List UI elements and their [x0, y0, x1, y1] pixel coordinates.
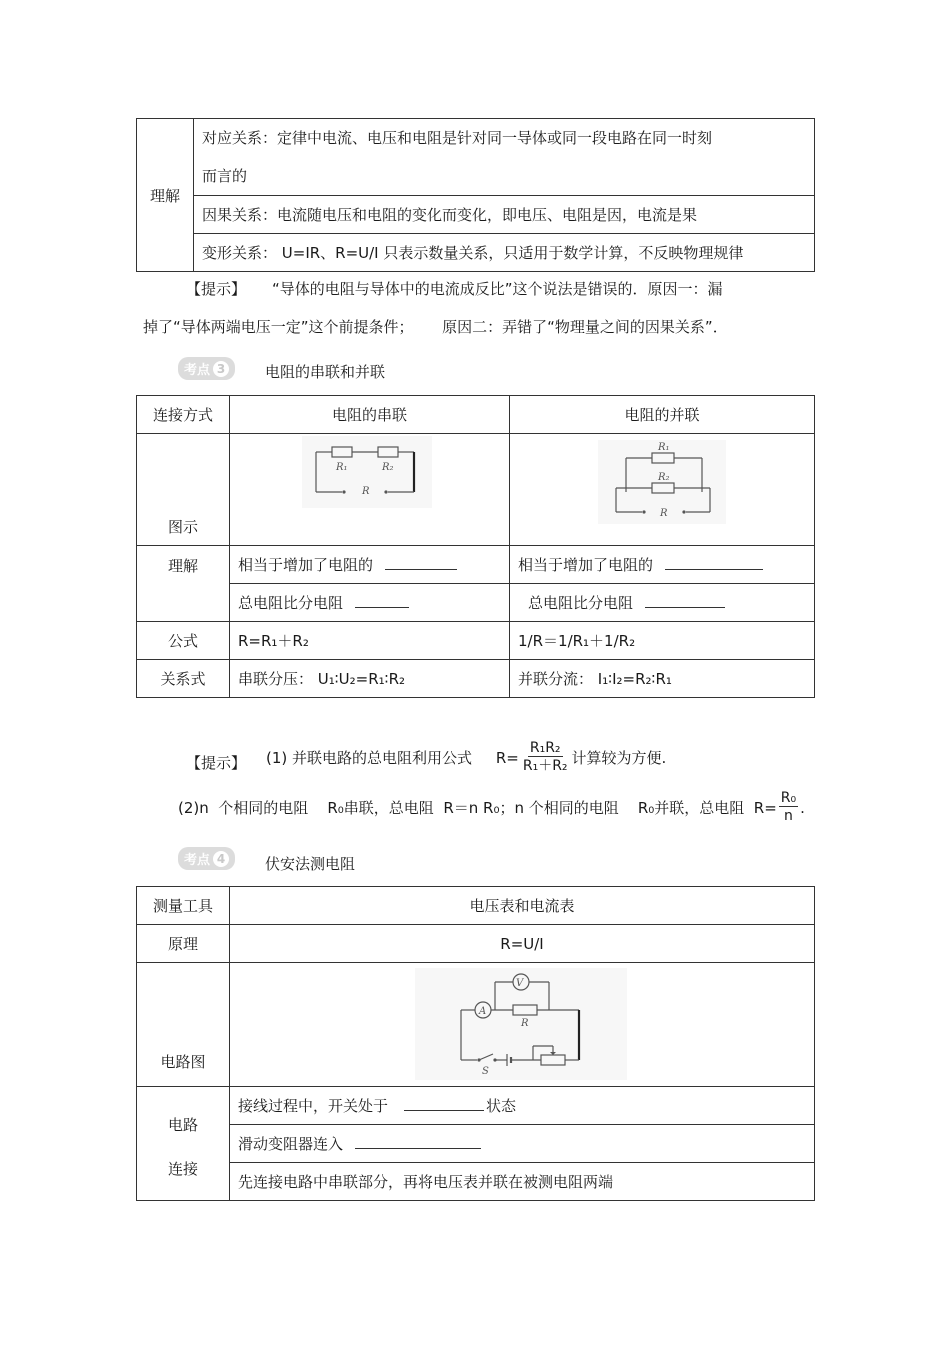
series-diagram-cell — [230, 434, 510, 546]
section4-badge-text: 考点 — [184, 853, 211, 868]
tool-value: 电压表和电流表 — [230, 887, 815, 925]
parallel-diagram-cell — [510, 434, 815, 546]
parallel-r2-label: R₂ — [658, 472, 670, 483]
parallel-circuit-diagram — [598, 440, 726, 524]
voltammetry-circuit-diagram — [415, 968, 627, 1080]
tool-label: 测量工具 — [137, 887, 230, 925]
series-formula: R=R₁＋R₂ — [230, 622, 510, 660]
principle-label: 原理 — [137, 925, 230, 963]
relation-label: 关系式 — [137, 660, 230, 698]
ammeter-label: A — [479, 1006, 487, 1017]
switch-state-suffix: 状态 — [486, 1097, 517, 1115]
tip2-line2-suffix: . — [800, 798, 805, 817]
tip2-fraction2-numerator: R₀ — [780, 790, 797, 806]
diagram-label: 图示 — [137, 434, 230, 546]
formula-label: 公式 — [137, 622, 230, 660]
circuit-connect-label — [137, 1087, 230, 1201]
tip2-fraction1-numerator: R₁R₂ — [529, 740, 561, 756]
tip2-fraction2-denominator: n — [784, 808, 793, 824]
understand-label: 理解 — [137, 119, 194, 272]
series-understand-blank1[interactable] — [385, 556, 457, 570]
parallel-understand-text1: 相当于增加了电阻的 — [518, 556, 654, 574]
circuit-connect-label-line1: 电路 — [167, 1115, 198, 1134]
series-r-label: R — [362, 486, 370, 497]
tip2-line1-suffix: 计算较为方便. — [571, 749, 667, 767]
resistor-label: R — [521, 1018, 529, 1029]
switch-state-prefix: 接线过程中，开关处于 — [238, 1097, 389, 1115]
parallel-r1-label: R₁ — [658, 442, 670, 453]
switch-state-cell — [230, 1087, 815, 1125]
tip2-n-fraction — [779, 790, 798, 825]
ohm-law-understanding-table — [136, 118, 815, 272]
parallel-understand-cell2 — [510, 584, 815, 622]
understand-label-2: 理解 — [137, 546, 230, 622]
parallel-understand-blank2[interactable] — [645, 594, 725, 608]
section3-title: 电阻的串联和并联 — [265, 363, 386, 381]
tip2-line2-prefix: (2)n 个相同的电阻 R₀串联，总电阻 R＝n R₀；n 个相同的电阻 R₀并联，总电阻 R= — [178, 799, 777, 817]
resistor-series-parallel-table — [136, 395, 815, 698]
tip2-parallel-fraction — [521, 740, 570, 775]
header-parallel: 电阻的并联 — [510, 396, 815, 434]
circuit-connect-label-line2: 连接 — [167, 1159, 198, 1178]
section3-badge — [178, 357, 235, 380]
section3-badge-num: 3 — [213, 361, 229, 377]
section3-badge-text: 考点 — [184, 363, 211, 378]
voltmeter-label: V — [516, 978, 524, 989]
series-r2-label: R₂ — [382, 462, 394, 473]
tip2-label: 【提示】 — [186, 754, 247, 772]
rheostat-cell — [230, 1125, 815, 1163]
section4-badge — [178, 847, 235, 870]
transformation-cell: 变形关系： U=IR、R=U/I 只表示数量关系，只适用于数学计算，不反映物理规律 — [194, 234, 815, 272]
circuit-diagram-label: 电路图 — [137, 963, 230, 1087]
section4-title: 伏安法测电阻 — [265, 855, 356, 873]
parallel-relation: 并联分流： I₁∶I₂=R₂∶R₁ — [510, 660, 815, 698]
section4-badge-num: 4 — [213, 851, 229, 867]
series-understand-cell2 — [230, 584, 510, 622]
series-understand-blank2[interactable] — [355, 594, 409, 608]
header-connection: 连接方式 — [137, 396, 230, 434]
switch-label: S — [482, 1066, 489, 1077]
tip2-line1 — [266, 740, 666, 775]
header-series: 电阻的串联 — [230, 396, 510, 434]
series-understand-text2: 总电阻比分电阻 — [238, 594, 344, 612]
tip1-line2: 掉了“导体两端电压一定”这个前提条件； 原因二：弄错了“物理量之间的因果关系”． — [143, 318, 728, 336]
tip1-line1: “导体的电阻与导体中的电流成反比”这个说法是错误的．原因一：漏 — [272, 280, 723, 298]
parallel-r-label: R — [660, 508, 668, 519]
series-understand-text1: 相当于增加了电阻的 — [238, 556, 374, 574]
tip2-fraction1-denominator: R₁＋R₂ — [522, 758, 568, 774]
parallel-formula: 1/R＝1/R₁＋1/R₂ — [510, 622, 815, 660]
voltammetry-table — [136, 886, 815, 1201]
correspondence-line2: 而言的 — [202, 167, 248, 185]
series-understand-cell1 — [230, 546, 510, 584]
tip1-label: 【提示】 — [186, 280, 247, 298]
principle-value: R=U/I — [230, 925, 815, 963]
tip2-line1-prefix: (1) 并联电路的总电阻利用公式 R= — [266, 749, 519, 767]
series-relation: 串联分压： U₁∶U₂=R₁∶R₂ — [230, 660, 510, 698]
causality-cell: 因果关系：电流随电压和电阻的变化而变化，即电压、电阻是因，电流是果 — [194, 196, 815, 234]
rheostat-blank[interactable] — [355, 1135, 481, 1149]
voltammetry-diagram-cell — [230, 963, 815, 1087]
series-circuit-diagram — [302, 436, 432, 508]
connection-order-cell: 先连接电路中串联部分，再将电压表并联在被测电阻两端 — [230, 1163, 815, 1201]
parallel-understand-blank1[interactable] — [665, 556, 763, 570]
tip2-line2 — [178, 790, 805, 825]
parallel-understand-cell1 — [510, 546, 815, 584]
parallel-understand-text2: 总电阻比分电阻 — [528, 594, 634, 612]
switch-state-blank[interactable] — [404, 1097, 484, 1111]
series-r1-label: R₁ — [336, 462, 348, 473]
rheostat-prefix: 滑动变阻器连入 — [238, 1135, 344, 1153]
correspondence-cell — [194, 119, 815, 196]
correspondence-line1: 对应关系：定律中电流、电压和电阻是针对同一导体或同一段电路在同一时刻 — [202, 129, 713, 147]
